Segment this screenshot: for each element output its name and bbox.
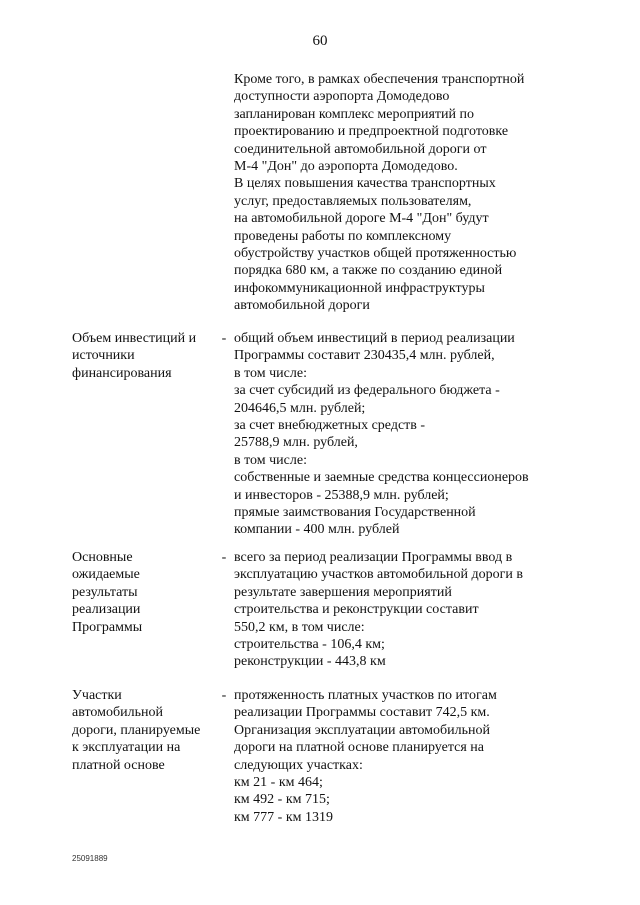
content-line: км 777 - км 1319 (234, 809, 333, 825)
content-line: за счет субсидий из федерального бюджета - (234, 383, 500, 399)
intro-line: доступности аэропорта Домодедово (234, 89, 450, 105)
separator-dash: - (221, 331, 227, 346)
content-line: компании - 400 млн. рублей (234, 522, 400, 538)
content-line: Программы составит 230435,4 млн. рублей, (234, 348, 495, 364)
content-line: прямые заимствования Государственной (234, 505, 476, 521)
label-line: ожидаемые (72, 567, 140, 583)
content-line: собственные и заемные средства концессионеров (234, 470, 529, 486)
content-line: строительства и реконструкции составит (234, 602, 479, 618)
label-line: автомобильной (72, 705, 163, 721)
content-line: в том числе: (234, 365, 307, 381)
intro-line: М-4 "Дон" до аэропорта Домодедово. (234, 159, 458, 175)
intro-line: запланирован комплекс мероприятий по (234, 106, 475, 122)
content-line: протяженность платных участков по итогам (234, 688, 497, 703)
separator-dash: - (221, 550, 227, 565)
content-line: следующих участках: (234, 757, 363, 773)
content-line: 204646,5 млн. рублей; (234, 400, 366, 416)
intro-line: инфокоммуникационной инфраструктуры (234, 280, 485, 296)
document-code: 25091889 (72, 854, 108, 863)
intro-line: проведены работы по комплексному (234, 228, 452, 244)
intro-line: В целях повышения качества транспортных (234, 176, 496, 192)
content-line: реконструкции - 443,8 км (234, 654, 386, 670)
expected-results-content (234, 549, 614, 671)
label-line: результаты (72, 584, 138, 600)
investments-content (234, 330, 614, 539)
label-line: финансирования (72, 365, 172, 381)
intro-paragraph (234, 71, 614, 315)
content-line: результате завершения мероприятий (234, 584, 452, 600)
content-line: и инвесторов - 25388,9 млн. рублей; (234, 487, 449, 503)
content-line: общий объем инвестиций в период реализации (234, 331, 515, 346)
label-line: реализации (72, 602, 141, 618)
label-line: Основные (72, 550, 133, 565)
expected-results-label (72, 549, 217, 636)
label-line: платной основе (72, 757, 165, 773)
content-line: 25788,9 млн. рублей, (234, 435, 358, 451)
content-line: Организация эксплуатации автомобильной (234, 722, 490, 738)
label-line: дороги, планируемые (72, 722, 201, 738)
label-line: источники (72, 348, 135, 364)
toll-sections-label (72, 687, 217, 774)
content-line: км 492 - км 715; (234, 792, 330, 808)
content-line: 550,2 км, в том числе: (234, 619, 365, 635)
intro-line: на автомобильной дороге М-4 "Дон" будут (234, 211, 489, 227)
intro-line: порядка 680 км, а также по созданию единой (234, 263, 503, 279)
content-line: строительства - 106,4 км; (234, 637, 385, 653)
label-line: Объем инвестиций и (72, 331, 197, 346)
content-line: всего за период реализации Программы ввод в (234, 550, 513, 565)
investments-label (72, 330, 217, 382)
content-line: км 21 - км 464; (234, 775, 323, 791)
toll-sections-content (234, 687, 614, 826)
intro-line: автомобильной дороги (234, 298, 370, 314)
label-line: к эксплуатации на (72, 740, 181, 756)
content-line: дороги на платной основе планируется на (234, 740, 484, 756)
content-line: в том числе: (234, 452, 307, 468)
intro-line: обустройству участков общей протяженностью (234, 246, 517, 262)
intro-line: Кроме того, в рамках обеспечения транспортной (234, 72, 525, 87)
content-line: реализации Программы составит 742,5 км. (234, 705, 490, 721)
content-line: эксплуатацию участков автомобильной дороги в (234, 567, 523, 583)
label-line: Программы (72, 619, 143, 635)
label-line: Участки (72, 688, 122, 703)
intro-line: проектированию и предпроектной подготовке (234, 124, 509, 140)
intro-line: соединительной автомобильной дороги от (234, 141, 487, 157)
content-line: за счет внебюджетных средств - (234, 418, 426, 434)
page-number: 60 (312, 33, 328, 49)
intro-line: услуг, предоставляемых пользователям, (234, 193, 472, 209)
separator-dash: - (221, 688, 227, 703)
